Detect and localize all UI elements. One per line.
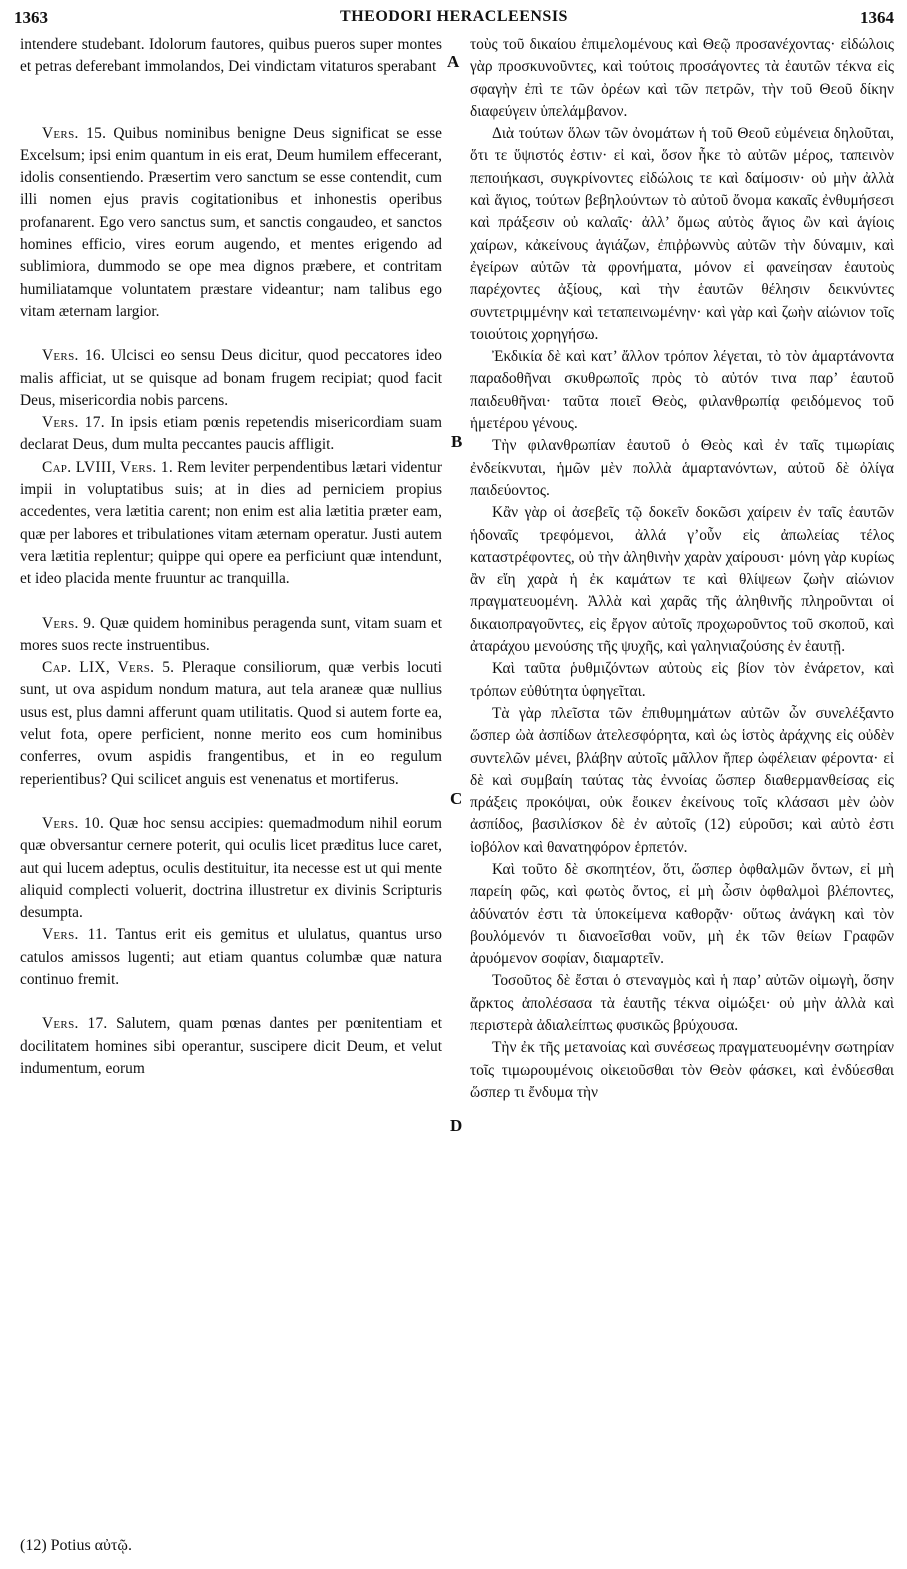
verse-label: Vers. 11.	[42, 926, 108, 944]
page-header	[14, 8, 894, 32]
greek-paragraph: Τὴν φιλανθρωπίαν ἑαυτοῦ ὁ Θεὸς καὶ ἐν ταῖς τιμωρίαις ἐνδείκνυται, ἡμῶν μὲν πολλὰ ἁμαρτανόντων, αὐτοῦ δὲ ὀλίγα παιδεύοντος.	[470, 437, 894, 499]
greek-paragraph: τοὺς τοῦ δικαίου ἐπιμελομένους καὶ Θεῷ προσανέχοντας· εἰδώλοις γὰρ προσκυνοῦντες, καὶ τούτοις προσάγοντες τὰ ἑαυτῶν τέκνα εἰς σφαγὴν ἐπὶ τε τῶν ὀρέων καὶ τῶν πετρῶν, τὴν τοῦ Θεοῦ δίκην διαφεύγειν ὑπελάμβανον.	[470, 36, 894, 120]
margin-marker-b: B	[451, 432, 463, 451]
latin-column	[20, 34, 442, 1080]
latin-text: Quæ quidem hominibus peragenda sunt, vitam suam et mores suos recte instruentibus.	[20, 614, 442, 654]
latin-paragraph: intendere studebant. Idolorum fautores, quibus pueros super montes et petras deferebant immolandos, Dei vindictam vitaturos sperabant	[20, 36, 442, 76]
latin-paragraph	[20, 657, 442, 791]
latin-text: In ipsis etiam pœnis repetendis misericordiam suam declarat Deus, dum multa peccantes paucis affligit.	[20, 414, 442, 454]
greek-paragraph: Κἂν γὰρ οἱ ἀσεβεῖς τῷ δοκεῖν δοκῶσι χαίρειν ἐν ταῖς ἑαυτῶν ἡδοναῖς τρεφόμενοι, ἀλλά γ’οὖν εἰς ἀπωλείας τέλος καταστρέφοντες, οὐ τὴν ἀληθινὴν χαρὰν χαίρουσι· μόνη γὰρ κυρίως ἂν εἴη χαρὰ ἡ ἐκ καμάτων τε καὶ θλίψεων ζωὴν αἰώνιον πραγματευομένη. Ἀλλὰ καὶ χαρᾶς τῆς ἀληθινῆς πληροῦνται οἱ δικαιοπραγοῦντες, εἰς ἔργον αὐτοῖς προχωροῦντος τοῦ σκοποῦ, καὶ ἀταράχου μενούσης τῆς ψυχῆς, καὶ γαληνιαζούσης ἐν ἑαυτῇ.	[470, 504, 894, 656]
footnote: (12) Potius αὐτῷ.	[20, 1537, 132, 1554]
verse-label: Vers. 17.	[42, 414, 105, 432]
margin-marker-a: A	[447, 52, 460, 71]
page-number-left: 1363	[14, 8, 48, 27]
greek-paragraph: Τὰ γὰρ πλεῖστα τῶν ἐπιθυμημάτων αὐτῶν ὧν συνελέξαντο ὥσπερ ὠὰ ἀσπίδων ἀτελεσφόρητα, καὶ ὡς ἱστὸς ἀράχνης εἰς οὐδὲν συντελῶν μένει, βλάβην αὐτοῖς μᾶλλον ἤπερ ὠφέλειαν φέροντα· εἰ δὲ καὶ συμβαίη ταύτας τὰς ἐννοίας ὥσπερ διαθερμανθείσας εἰς πράξεις προκόψαι, οὐκ ἔοικεν ἐκείνους τοῖς κλάσασι μὲν ὠὸν ἀσπίδος, βασιλίσκον δὲ ἐν αὐτοῖς (12) εὑροῦσι; καὶ αὐτὸ ἐστι ἰοβόλον καὶ θανατηφόρον ἑρπετόν.	[470, 704, 894, 856]
margin-marker-c: C	[450, 789, 463, 808]
verse-label: Cap. LVIII, Vers. 1.	[42, 458, 174, 476]
latin-paragraph	[20, 345, 442, 412]
latin-paragraph	[20, 613, 442, 658]
latin-text: Quibus nominibus benigne Deus significat se esse Excelsum; ipsi enim quantum in eis erat, Deum humilem effecerant, idolis consentiendo. Præsertim vero sanctum se esse contendit, cum illi nomen ejus pravis cogitationibus et inhonestis operibus profanarent. Ego vero sanctus sum, et sanctis congaudeo, et sanctos homines efficio, vires eorum augendo, et mentes erigendo ad sublimiora, dummodo se ope mea dignos præbere, et contritam humiliatamque voluntatem præstare videantur; nam talibus ego vitam æternam largior.	[20, 124, 442, 320]
latin-text: Tantus erit eis gemitus et ululatus, quantus urso catulos amissos lugenti; aut etiam quantus columbæ quæ natura continuo fremit.	[20, 926, 442, 988]
latin-text: Quæ hoc sensu accipies: quemadmodum nihil eorum quæ obversantur cernere poterit, qui oculis licet præditus luce caret, aut qui lucem adeptus, oculis destituitur, ita necesse est ut qui mente aliquid complecti voluerit, doctrina illustretur ex divinis Scripturis desumpta.	[20, 814, 442, 922]
verse-label: Vers. 17.	[42, 1015, 108, 1033]
greek-paragraph: Τοσοῦτος δὲ ἔσται ὁ στεναγμὸς καὶ ἡ παρ’ αὐτῶν οἰμωγὴ, ὅσην ἄρκτος ἀπολέσασα τὰ ἑαυτῆς τέκνα οἰμώξει· οὐ μὴν ἀλλὰ καὶ περιστερὰ ἀδιαλείπτως φυσικῶς βρύχουσα.	[470, 972, 894, 1035]
latin-text: Pleraque consiliorum, quæ verbis locuti sunt, ut ova aspidum nondum matura, aut tela araneæ quæ nullius usus est, plus damni afferunt quam utilitatis. Quod si autem forte ea, velut fota, opere perficient, nonne merito eos cum hominibus conferres, ovum aspidis frangentibus, et in eo regulum reperientibus? Qui scilicet anguis est venenatus et mortiferus.	[20, 659, 442, 788]
greek-paragraph: Τὴν ἐκ τῆς μετανοίας καὶ συνέσεως πραγματευομένην σωτηρίαν τοῖς τιμωρουμένοις οἰκειοῦσθαι τὸν Θεὸν φάσκει, καὶ ἐνδύεσθαι ὥσπερ τι ἔνδυμα τὴν	[470, 1039, 894, 1101]
latin-paragraph	[20, 1013, 442, 1080]
greek-paragraph: Διὰ τούτων ὅλων τῶν ὀνομάτων ἡ τοῦ Θεοῦ εὐμένεια δηλοῦται, ὅτι τε ὕψιστός ἐστιν· εἰ καὶ, ὅσον ἧκε τὸ αὐτῶν μέρος, ταπεινὸν πεποιήκασι, συγκρίνοντες εἰδώλοις τε καὶ δαίμοσιν· οὐ μὴν ἀλλὰ καὶ ἅγιος, τούτων βεβηλούντων τὸ αὐτοῦ ὄνομα κακαῖς ἐνθυμήσεσι καὶ πράξεσιν οὐ καλαῖς· ἀλλ’ ὅμως αὐτὸς ἅγιος ὢν καὶ ἁγίοις χαίρων, κἀκείνους ἁγιάζων, ἐπιῤῥωννὺς αὐτῶν τὴν δύναμιν, καὶ ἐγείρων αὐτῶν τὰ φρονήματα, μόνον εἰ φανείησαν ἑαυτοὺς παρέχοντες ἀξίους, καὶ τὴν ἑαυτῶν θέλησιν δεικνύντες συντετριμμένην καὶ τεταπεινωμένην· καὶ γὰρ καὶ ζωὴν αἰώνιον τοῖς τοιούτοις χορηγήσω.	[470, 125, 894, 343]
greek-paragraph: Καὶ ταῦτα ῥυθμιζόντων αὐτοὺς εἰς βίον τὸν ἐνάρετον, καὶ τρόπων εὐθύτητα ὑφηγεῖται.	[470, 660, 894, 700]
latin-paragraph	[20, 123, 442, 324]
verse-label: Vers. 9.	[42, 614, 96, 632]
greek-column	[470, 34, 894, 1104]
latin-text: Ulcisci eo sensu Deus dicitur, quod peccatores ideo malis afficiat, ut se quisque ad bonam frugem recipiat; quod facit Deus, misericordia nobis parcens.	[20, 347, 442, 409]
verse-label: Vers. 15.	[42, 124, 107, 142]
verse-label: Cap. LIX, Vers. 5.	[42, 659, 175, 677]
greek-paragraph: Ἐκδικία δὲ καὶ κατ’ ἄλλον τρόπον λέγεται, τὸ τὸν ἁμαρτάνοντα παραδοθῆναι σκυθρωποῖς πρὸς τὸ αὐτόν τινα παρ’ ἑαυτοῦ παιδευθῆναι· ταῦτα ποιεῖ Θεὸς, φιλανθρωπίᾳ φειδόμενος τοῦ ἡμετέρου γένους.	[470, 348, 894, 433]
verse-label: Vers. 16.	[42, 347, 106, 365]
verse-label: Vers. 10.	[42, 814, 105, 832]
greek-paragraph: Καὶ τοῦτο δὲ σκοπητέον, ὅτι, ὥσπερ ὀφθαλμῶν ὄντων, εἰ μὴ παρείη φῶς, καὶ φωτὸς ὄντος, εἰ μὴ ὦσιν ὀφθαλμοὶ βλέποντες, ἀδύνατόν ἐστι τὰ ὑποκείμενα καθορᾷν· οὕτως ἀνάγκη καὶ τὸν βουλόμενόν τι διανοεῖσθαι νοῦν, μὴ ἐκ τῶν θείων Γραφῶν ἀρυόμενον σοφίαν, διαμαρτεῖν.	[470, 860, 894, 968]
latin-text: Rem leviter perpendentibus lætari videntur impii in voluptatibus suis; at in dies ad perniciem propius accedentes, vera lætitia carent; non enim est alia lætitia præter eam, quæ per labores et tribulationes vitam æternam operatur. Justi autem vera lætitia replentur; quippe qui opere ea perficiunt quæ intendunt, et ideo placida mente fruuntur ac tranquilla.	[20, 458, 442, 588]
latin-paragraph	[20, 813, 442, 924]
latin-text: Salutem, quam pœnas dantes per pœnitentiam et docilitatem homines sibi operantur, suscipere dicit Deum, et velut indumentum, eorum	[20, 1015, 442, 1077]
latin-paragraph	[20, 412, 442, 457]
margin-marker-d: D	[450, 1116, 463, 1135]
latin-paragraph	[20, 457, 442, 591]
page-number-right: 1364	[860, 8, 894, 27]
running-title: THEODORI HERACLEENSIS	[340, 8, 568, 25]
latin-paragraph	[20, 924, 442, 991]
